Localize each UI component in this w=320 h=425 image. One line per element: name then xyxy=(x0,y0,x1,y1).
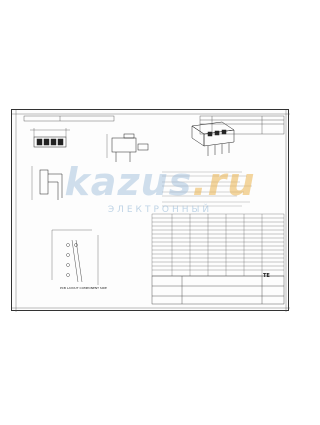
pcb-layout xyxy=(52,230,98,285)
te-logo: TE xyxy=(263,273,270,279)
isometric-view xyxy=(192,122,234,156)
revision-table xyxy=(200,116,284,134)
side-view xyxy=(107,134,148,162)
part-table xyxy=(152,214,284,276)
watermark-logo: kazus.ru xyxy=(64,160,256,204)
front-view xyxy=(30,128,70,147)
pcb-layout-caption: PCB LAYOUT COMPONENT SIDE xyxy=(60,286,107,290)
pin-view xyxy=(32,166,62,200)
watermark-subtitle: ЭЛЕКТРОННЫЙ xyxy=(107,205,213,215)
title-block xyxy=(152,276,284,304)
